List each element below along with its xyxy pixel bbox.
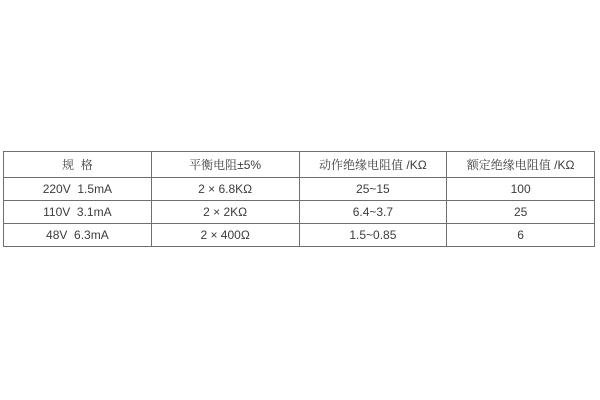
spec-table bbox=[3, 151, 595, 247]
table-row bbox=[4, 201, 595, 224]
column-header-action-insulation-resistance: 动作绝缘电阻值 /KΩ bbox=[299, 152, 447, 178]
header-row bbox=[4, 152, 595, 178]
table-cell: 6.4~3.7 bbox=[299, 201, 447, 224]
table-cell: 2 × 2KΩ bbox=[151, 201, 299, 224]
table-row bbox=[4, 178, 595, 201]
table-cell: 1.5~0.85 bbox=[299, 224, 447, 247]
table-cell: 220V 1.5mA bbox=[4, 178, 152, 201]
table-cell: 100 bbox=[447, 178, 595, 201]
table-cell: 25 bbox=[447, 201, 595, 224]
column-header-spec: 规 格 bbox=[4, 152, 152, 178]
table-cell: 2 × 6.8KΩ bbox=[151, 178, 299, 201]
table-cell: 6 bbox=[447, 224, 595, 247]
table-cell: 25~15 bbox=[299, 178, 447, 201]
table-row bbox=[4, 224, 595, 247]
table-cell: 110V 3.1mA bbox=[4, 201, 152, 224]
table-cell: 2 × 400Ω bbox=[151, 224, 299, 247]
table-cell: 48V 6.3mA bbox=[4, 224, 152, 247]
column-header-balance-resistance: 平衡电阻±5% bbox=[151, 152, 299, 178]
column-header-rated-insulation-resistance: 额定绝缘电阻值 /KΩ bbox=[447, 152, 595, 178]
